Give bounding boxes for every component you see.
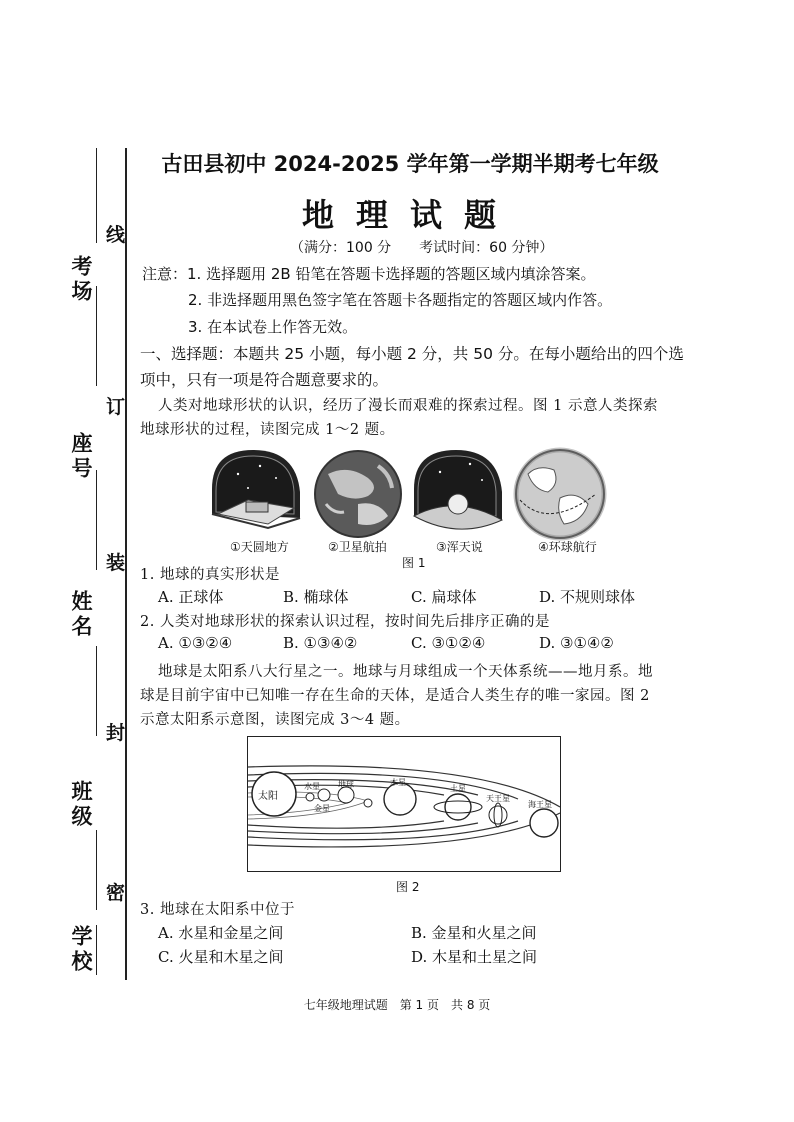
- q1-option-d: D. 不规则球体: [539, 588, 636, 606]
- label-uranus: 天王星: [486, 794, 510, 803]
- figure1-label: 图 1: [402, 556, 426, 570]
- exam-title-line1: 古田县初中 2024-2025 学年第一学期半期考七年级: [161, 152, 659, 176]
- intro1-line2: 地球形状的过程，读图完成 1～2 题。: [140, 422, 395, 438]
- figure-2-solar-system: [247, 736, 561, 872]
- figure1-caption-3: ③浑天说: [436, 540, 483, 554]
- figure1-caption-2: ②卫星航拍: [328, 540, 387, 554]
- blank-line-name: [96, 646, 97, 736]
- blank-line-seat: [96, 470, 97, 570]
- label-neptune: 海王星: [528, 800, 552, 809]
- q1-option-c: C. 扁球体: [411, 588, 477, 606]
- intro2-line1: 地球是太阳系八大行星之一。地球与月球组成一个天体系统——地月系。地: [158, 664, 653, 680]
- intro2-line2: 球是目前宇宙中已知唯一存在生命的天体，是适合人类生存的唯一家园。图 2: [140, 688, 650, 704]
- saturn: [445, 794, 471, 820]
- note-line-3: 3. 在本试卷上作答无效。: [188, 318, 358, 336]
- q2-option-b: B. ①③④②: [283, 634, 358, 652]
- q2-option-d: D. ③①④②: [539, 634, 614, 652]
- page-footer: 七年级地理试题 第 1 页 共 8 页: [303, 998, 491, 1012]
- intro1-line1: 人类对地球形状的认识，经历了漫长而艰难的探索过程。图 1 示意人类探索: [158, 398, 658, 414]
- q3-stem: 3. 地球在太阳系中位于: [140, 902, 295, 918]
- mercury: [306, 793, 314, 801]
- blank-line-exam-room: [96, 286, 97, 386]
- field-exam-room: 考场: [69, 255, 93, 305]
- intro2-line3: 示意太阳系示意图，读图完成 3～4 题。: [140, 712, 410, 728]
- sky-dome-square-earth-image: [212, 450, 300, 528]
- q1-option-a: A. 正球体: [158, 588, 224, 606]
- label-mercury: 水星: [304, 782, 320, 791]
- seal-char-xian: 线: [106, 224, 126, 246]
- seal-char-ding: 订: [106, 396, 126, 418]
- circumnavigation-globe-image: [516, 450, 604, 538]
- q2-option-a: A. ①③②④: [158, 634, 233, 652]
- label-venus: 金星: [314, 804, 330, 813]
- celestial-sphere-image: [414, 450, 502, 529]
- seal-char-feng: 封: [106, 722, 126, 744]
- figure-1: [208, 444, 608, 559]
- neptune: [530, 809, 558, 837]
- mars: [364, 799, 372, 807]
- figure1-caption-1: ①天圆地方: [230, 540, 289, 554]
- satellite-earth-image: [314, 450, 402, 538]
- figure2-label: 图 2: [396, 880, 420, 894]
- q3-option-d: D. 木星和土星之间: [411, 948, 538, 966]
- label-sun: 太阳: [258, 791, 278, 802]
- seal-char-zhuang: 装: [106, 552, 126, 574]
- exam-title-subject: 地理试题: [301, 196, 518, 234]
- q1-option-b: B. 椭球体: [283, 588, 349, 606]
- figure1-caption-4: ④环球航行: [538, 540, 597, 554]
- label-jupiter: 木星: [390, 778, 406, 787]
- q2-stem: 2. 人类对地球形状的探索认识过程，按时间先后排序正确的是: [140, 614, 550, 630]
- q3-option-c: C. 火星和木星之间: [158, 948, 284, 966]
- note-line-2: 2. 非选择题用黑色签字笔在答题卡各题指定的答题区域内作答。: [188, 291, 613, 309]
- uranus: [489, 806, 507, 824]
- field-school: 学校: [69, 925, 93, 975]
- seal-char-mi: 密: [106, 882, 126, 904]
- score-time-info: （满分：100 分 考试时间：60 分钟）: [290, 240, 554, 256]
- label-saturn: 土星: [450, 784, 466, 793]
- section-heading-line2: 项中，只有一项是符合题意要求的。: [140, 371, 389, 389]
- label-earth: 地球: [338, 780, 354, 789]
- field-name: 姓名: [69, 590, 93, 640]
- blank-line-class: [96, 830, 97, 910]
- binding-line: [125, 148, 127, 980]
- q1-stem: 1. 地球的真实形状是: [140, 567, 280, 583]
- note-line-1: 注意：1. 选择题用 2B 铅笔在答题卡选择题的答题区域内填涂答案。: [142, 265, 596, 283]
- section-heading-line1: 一、选择题：本题共 25 小题，每小题 2 分，共 50 分。在每小题给出的四个选: [140, 345, 684, 363]
- solar-system-diagram: [248, 737, 560, 871]
- q3-option-b: B. 金星和火星之间: [411, 924, 537, 942]
- figure-1-illustration: [208, 444, 608, 544]
- q3-option-a: A. 水星和金星之间: [158, 924, 284, 942]
- q2-option-c: C. ③①②④: [411, 634, 486, 652]
- field-class: 班级: [69, 780, 93, 830]
- field-seat-number: 座号: [69, 432, 93, 482]
